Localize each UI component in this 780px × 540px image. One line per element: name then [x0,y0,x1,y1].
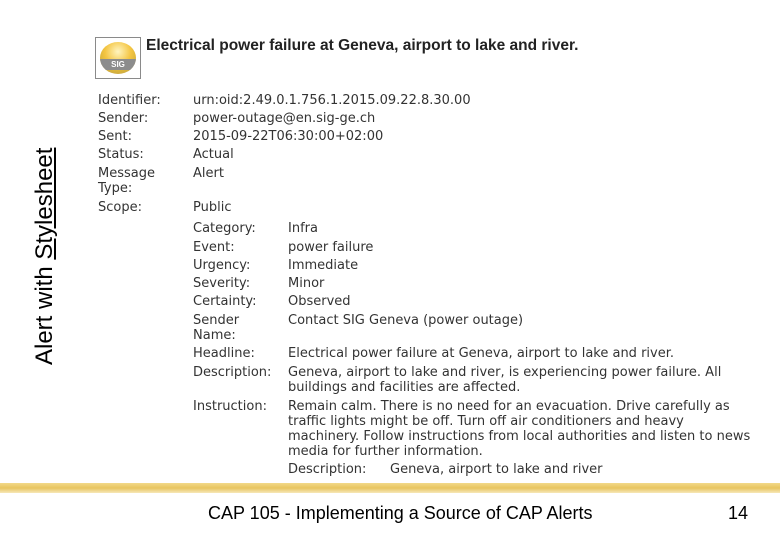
certainty-label: Certainty: [193,294,257,309]
event-value: power failure [288,240,374,255]
sent-value: 2015-09-22T06:30:00+02:00 [193,129,384,144]
slide-title [30,65,60,365]
sender-value: power-outage@en.sig-ge.ch [193,111,376,126]
urgency-label: Urgency: [193,258,251,273]
status-value: Actual [193,147,234,162]
severity-label: Severity: [193,276,251,291]
description-value: Geneva, airport to lake and river, is experiencing power failure. All buildings and facilities are affected. [288,365,722,395]
description-label: Description: [193,365,272,380]
certainty-value: Observed [288,294,351,309]
instruction-value: Remain calm. There is no need for an evacuation. Drive carefully as traffic lights might be off. Turn off air conditioners and heavy machinery. Follow instructions from local authorities and listen to news media for further information. [288,399,751,459]
sig-logo [95,37,141,79]
slide-title-prefix: Alert with [31,259,58,365]
footer-divider [0,483,780,493]
urgency-value: Immediate [288,258,359,273]
alert-heading: Electrical power failure at Geneva, airport to lake and river. [146,37,579,54]
severity-value: Minor [288,276,325,291]
scope-label: Scope: [98,200,142,215]
area-description-label: Description: [288,462,367,477]
sig-logo-text: SIG [100,59,136,70]
sender-name-value: Contact SIG Geneva (power outage) [288,313,524,328]
category-label: Category: [193,221,256,236]
identifier-label: Identifier: [98,93,161,108]
message-type-label: Message Type: [98,166,155,196]
sig-logo-disc [100,42,136,74]
footer-title: CAP 105 - Implementing a Source of CAP Alerts [208,503,593,523]
identifier-value: urn:oid:2.49.0.1.756.1.2015.09.22.8.30.00 [193,93,471,108]
stylesheet-link[interactable]: Stylesheet [31,147,58,260]
headline-label: Headline: [193,346,255,361]
scope-value: Public [193,200,232,215]
sent-label: Sent: [98,129,132,144]
event-label: Event: [193,240,235,255]
instruction-label: Instruction: [193,399,267,414]
status-label: Status: [98,147,144,162]
headline-value: Electrical power failure at Geneva, airport to lake and river. [288,346,675,361]
category-value: Infra [288,221,318,236]
sender-label: Sender: [98,111,149,126]
area-description-value: Geneva, airport to lake and river [390,462,603,477]
sender-name-label: Sender Name: [193,313,240,343]
message-type-value: Alert [193,166,224,181]
page-number: 14 [728,503,749,523]
